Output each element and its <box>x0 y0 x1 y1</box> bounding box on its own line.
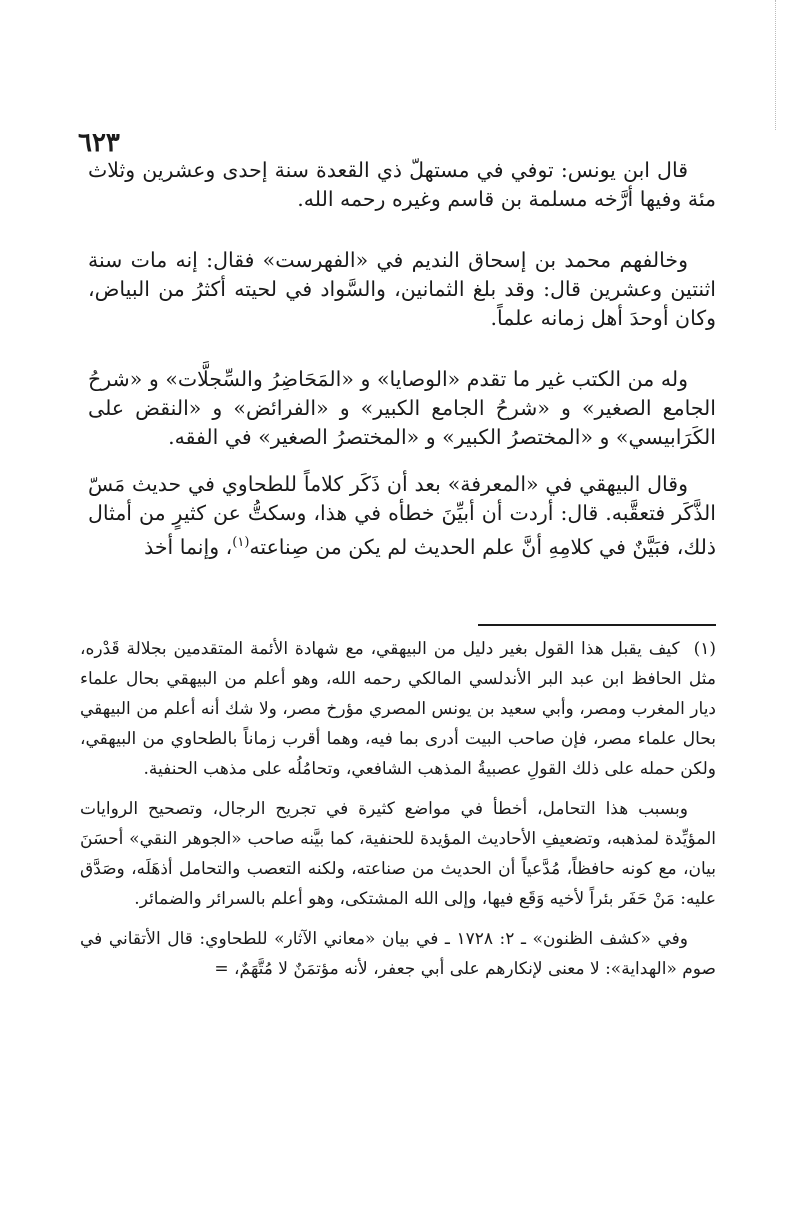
footnote-area <box>80 634 716 994</box>
paragraph-al-nadim: وخالفهم محمد بن إسحاق النديم في «الفهرست» فقال: إنه مات سنة اثنتين وعشرين قال: وقد بلغ الثمانين، والسَّواد في لحيته أكثرُ من البياض، وكان أوحدَ أهل زمانه علماً. <box>88 248 716 330</box>
footnote-1-text: كيف يقبل هذا القول بغير دليل من البيهقي، مع شهادة الأئمة المتقدمين بجلالة قَدْره، مثل الحافظ ابن عبد البر الأندلسي المالكي رحمه الله، وهو أعلم من البيهقي بحال علماء ديار المغرب ومصر، وأبي سعيد بن يونس المصري مؤرخ مصر، ولا شك أنه أعلم من البيهقي بحال علماء مصر، فإن صاحب البيت أدرى بما فيه، وهما أقرب زماناً بالطحاوي من البيهقي، ولكن حمله على ذلك القولِ عصبيةُ المذهب الشافعي، وتحامُلُه على مذهب الحنفية. <box>80 639 716 779</box>
paragraph-al-bayhaqi-text: وقال البيهقي في «المعرفة» بعد أن ذَكَر كلاماً للطحاوي في حديث مَسّ الذَّكَر فتعقَّبه. قال: أردت أن أبيِّنَ خطأه في هذا، وسكتُّ عن كثيرٍ من أمثال ذلك، فبَيَّنٌ في كلامِهِ أنَّ علم الحديث لم يكن من صِناعته <box>88 472 716 559</box>
footnote-separator <box>478 624 716 626</box>
main-text-body <box>88 156 716 580</box>
paragraph-ibn-yunus: قال ابن يونس: توفي في مستهلّ ذي القعدة سنة إحدى وعشرين وثلاث مئة وفيها أرَّخه مسلمة بن قاسم وغيره رحمه الله. <box>88 158 716 211</box>
paragraph-books: وله من الكتب غير ما تقدم «الوصايا» و «المَحَاضِرُ والسِّجلَّات» و «شرحُ الجامع الصغير» و «شرحُ الجامع الكبير» و «الفرائض» و «النقض على الكَرَابيسي» و «المختصرُ الكبير» و «المختصرُ الصغير» في الفقه. <box>88 367 716 449</box>
paragraph-al-bayhaqi-tail: ، وإنما أخذ <box>144 534 233 559</box>
footnote-1-paragraph-3: وفي «كشف الظنون» ـ ٢: ١٧٢٨ ـ في بيان «معاني الآثار» للطحاوي: قال الأتقاني في صوم «الهداية»: لا معنى لإنكارهم على أبي جعفر، لأنه مؤتمَنٌ لا مُتَّهَمٌ، = <box>80 929 716 979</box>
margin-guide-line <box>775 0 777 130</box>
footnote-marker: (١) <box>693 639 716 659</box>
footnote-1 <box>80 634 716 784</box>
paragraph-al-bayhaqi <box>88 470 716 562</box>
page-number: ٦٢٣ <box>78 128 120 158</box>
footnote-reference[interactable]: (١) <box>232 535 250 550</box>
footnote-1-paragraph-2: وبسبب هذا التحامل، أخطأ في مواضع كثيرة في تجريح الرجال، وتصحيح الروايات المؤيِّدة لمذهبه، وتضعيفِ الأحاديث المؤيدة للحنفية، كما بيَّنه صاحب «الجوهر النقي» أحسَنَ بيان، مع كونه حافظاً، مُدَّعياً أن الحديث من صناعته، ولكنه التعصب والتحامل أذهَلَه، وصَدَّق عليه: مَنْ حَفَر بئراً لأخيه وَقَع فيها، وإلى الله المشتكى، وهو أعلم بالسرائر والضمائر. <box>80 799 716 909</box>
